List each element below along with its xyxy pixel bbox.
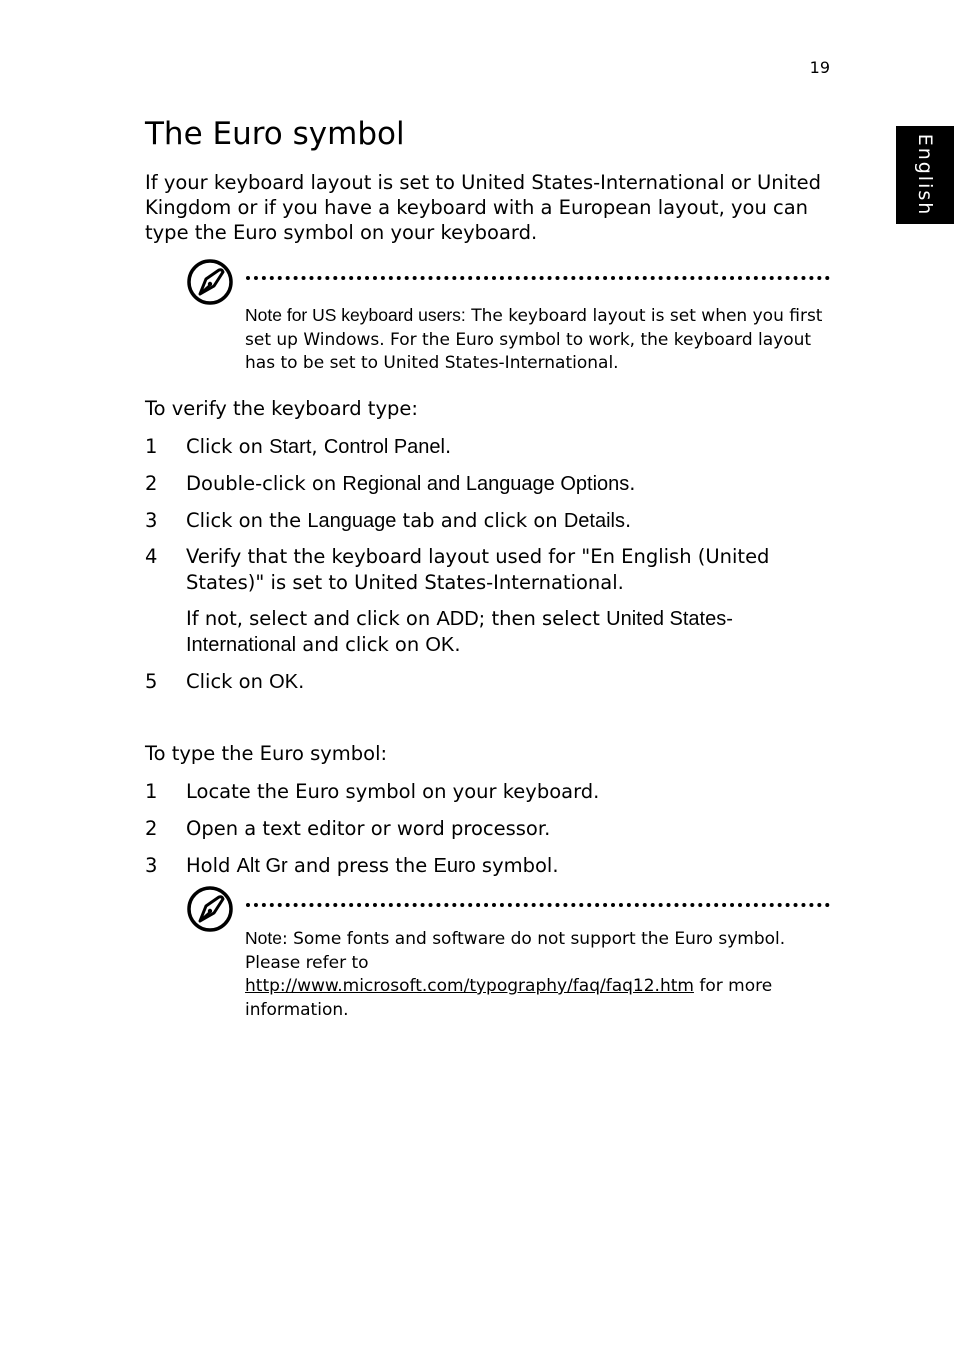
add-label: ADD bbox=[436, 608, 479, 630]
language-tab-label: Language bbox=[307, 510, 397, 532]
note-text: Note: Some fonts and software do not support the Euro symbol. Please refer to http://www.microsoft.com/typography/faq/faq12.htm for more information. bbox=[245, 928, 786, 1020]
microsoft-faq-link[interactable]: http://www.microsoft.com/typography/faq/faq12.htm bbox=[245, 976, 694, 996]
ok-label: OK bbox=[269, 671, 299, 693]
type-heading: To type the Euro symbol: bbox=[145, 742, 388, 765]
note-divider bbox=[246, 903, 830, 907]
note-label: Note bbox=[245, 928, 282, 948]
details-label: Details bbox=[563, 510, 625, 532]
side-tab-label: English bbox=[914, 133, 936, 217]
intro-paragraph: If your keyboard layout is set to United States-International or United Kingdom or if you have a keyboard with a European layout, you can type the Euro symbol on your keyboard. bbox=[145, 171, 822, 244]
menu-control-panel: Control Panel bbox=[323, 436, 445, 458]
alt-gr-key-label: Alt Gr bbox=[236, 855, 288, 877]
verify-heading: To verify the keyboard type: bbox=[145, 397, 418, 420]
note-text bbox=[245, 304, 830, 376]
page-title: The Euro symbol bbox=[145, 116, 405, 152]
note-pen-icon bbox=[186, 885, 234, 933]
note-body: The keyboard layout is set when you first set up Windows. For the Euro symbol to work, the keyboard layout has to be set to United States-International. bbox=[245, 306, 823, 373]
note-divider bbox=[246, 276, 830, 280]
euro-key-label: Euro bbox=[433, 855, 476, 877]
note-pen-icon bbox=[186, 258, 234, 306]
note-label: Note for US keyboard users: bbox=[245, 305, 466, 325]
page-number: 19 bbox=[809, 58, 830, 77]
united-states-international-label: United States-International bbox=[186, 608, 733, 656]
regional-options-label: Regional and Language Options bbox=[342, 473, 630, 495]
verify-step-4-followup: If not, select and click on ADD; then select United States-International and click on OK. bbox=[186, 607, 733, 656]
language-side-tab bbox=[896, 126, 954, 224]
ok-label: OK bbox=[425, 634, 455, 656]
menu-start: Start bbox=[269, 436, 312, 458]
